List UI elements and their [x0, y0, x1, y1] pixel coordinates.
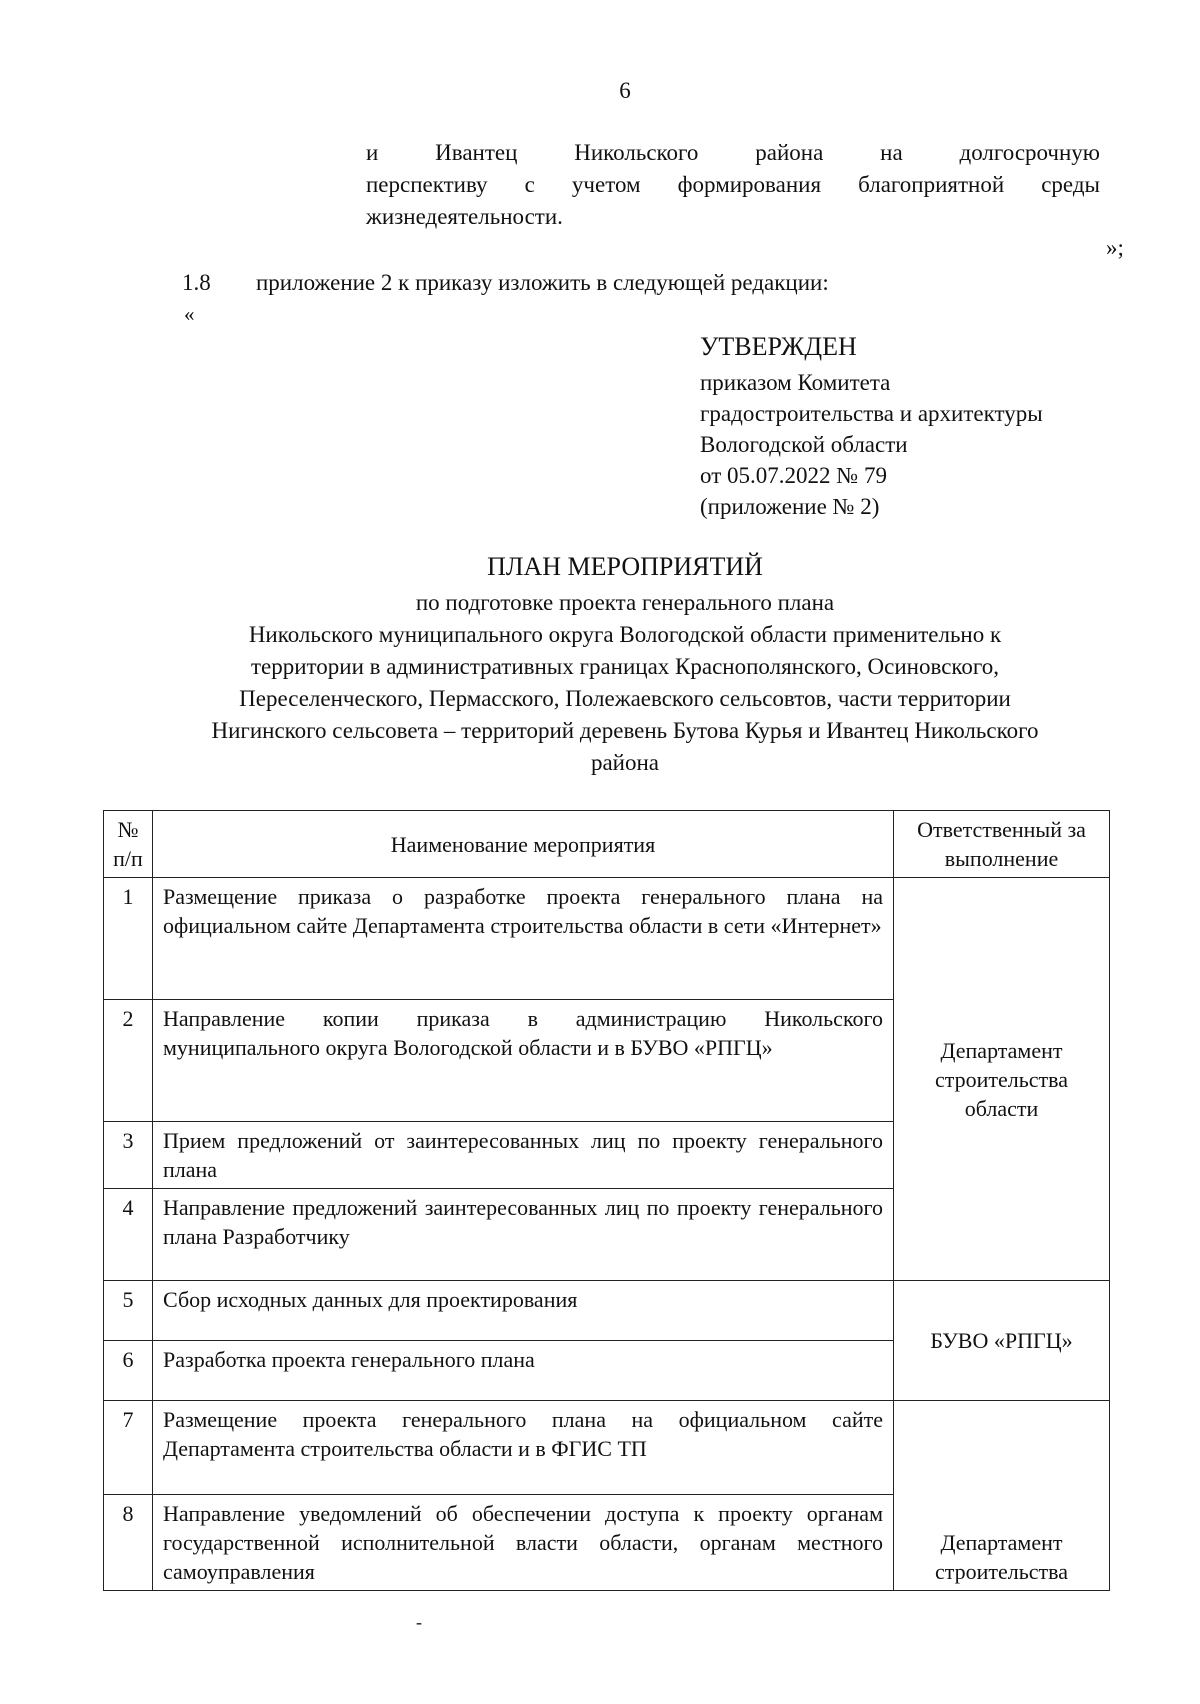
continuation-line-1: и Ивантец Никольского района на долгосрочную: [366, 140, 1100, 165]
closing-quote: »;: [1106, 235, 1124, 260]
row-number: 6: [104, 1341, 153, 1401]
approval-line-2: градостроительства и архитектуры: [700, 401, 1043, 426]
row-number: 4: [104, 1189, 153, 1281]
row-number: 3: [104, 1122, 153, 1189]
row-name: Направление уведомлений об обеспечении доступа к проекту органам государственной исполнительной власти области, органам местного самоуправления: [153, 1495, 894, 1591]
opening-quote: «: [184, 302, 195, 326]
item-text: приложение 2 к приказу изложить в следующей редакции:: [256, 270, 829, 295]
table-row: [104, 878, 1110, 1000]
row-number: 5: [104, 1281, 153, 1341]
row-name: Направление предложений заинтересованных лиц по проекту генерального плана Разработчику: [153, 1189, 894, 1281]
row-name: Сбор исходных данных для проектирования: [153, 1281, 894, 1341]
header-name: Наименование мероприятия: [153, 811, 894, 878]
plan-subtitle-line-5: Нигинского сельсовета – территорий деревень Бутова Курья и Ивантец Никольского: [211, 718, 1039, 743]
row-number: 7: [104, 1401, 153, 1495]
header-responsible: Ответственный за выполнение: [894, 811, 1110, 878]
continuation-line-2: перспективу с учетом формирования благоприятной среды: [366, 172, 1100, 197]
plan-subtitle-line-2: Никольского муниципального округа Вологодской области применительно к: [248, 622, 1002, 647]
row-number: 1: [104, 878, 153, 1000]
plan-subtitle-line-3: территории в административных границах Краснополянского, Осиновского,: [250, 654, 1000, 679]
plan-subtitle-line-1: по подготовке проекта генерального плана: [415, 590, 835, 615]
approval-block: [700, 332, 1180, 362]
row-name: Размещение приказа о разработке проекта генерального плана на официальном сайте Департамента строительства области в сети «Интернет»: [153, 878, 894, 1000]
row-name: Разработка проекта генерального плана: [153, 1341, 894, 1401]
plan-table: [103, 810, 1110, 1591]
row-name: Направление копии приказа в администрацию Никольского муниципального округа Вологодской области и в БУВО «РПГЦ»: [153, 1000, 894, 1122]
approval-line-4: от 05.07.2022 № 79: [700, 463, 887, 488]
approval-line-3: Вологодской области: [700, 432, 908, 457]
row-name: Размещение проекта генерального плана на официальном сайте Департамента строительства области и в ФГИС ТП: [153, 1401, 894, 1495]
item-number: 1.8: [182, 270, 211, 295]
header-number: № п/п: [104, 811, 153, 878]
plan-subtitle-line-6: района: [590, 750, 660, 775]
plan-title: ПЛАН МЕРОПРИЯТИЙ: [487, 552, 763, 581]
row-name: Прием предложений от заинтересованных лиц по проекту генерального плана: [153, 1122, 894, 1189]
row-number: 2: [104, 1000, 153, 1122]
scan-mark: -: [416, 1612, 422, 1632]
approval-heading: УТВЕРЖДЕН: [700, 332, 857, 361]
page-number: 6: [619, 78, 631, 103]
approval-line-5: (приложение № 2): [700, 494, 880, 519]
continuation-line-3: жизнедеятельности.: [366, 204, 563, 229]
table-row: [104, 1401, 1110, 1495]
approval-line-1: приказом Комитета: [700, 370, 891, 395]
responsible-cell: БУВО «РПГЦ»: [894, 1281, 1110, 1401]
table-header-row: [104, 811, 1110, 878]
row-number: 8: [104, 1495, 153, 1591]
responsible-cell: Департамент строительства области: [894, 878, 1110, 1281]
plan-subtitle-line-4: Переселенческого, Пермасского, Полежаевского сельсовтов, части территории: [239, 686, 1011, 711]
responsible-cell: Департамент строительства: [894, 1401, 1110, 1591]
table-row: [104, 1281, 1110, 1341]
